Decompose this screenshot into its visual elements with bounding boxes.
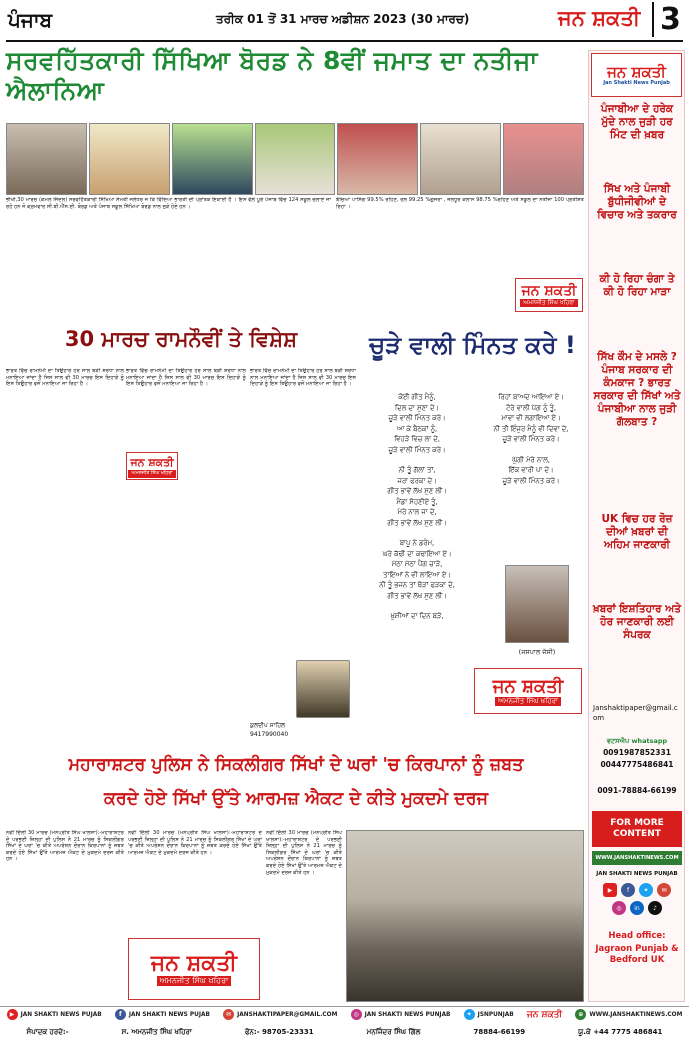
footer-uk	[578, 1028, 662, 1037]
poem-col1	[362, 392, 472, 742]
footer-contacts	[0, 1024, 689, 1040]
poem-headline-text: ਚੂੜੇ ਵਾਲੀ ਮਿੰਨਤ ਕਰੇ !	[369, 331, 576, 359]
tiktok-icon[interactable]: ♪	[648, 901, 662, 915]
social-icons	[595, 883, 679, 915]
footer-phone	[245, 1028, 314, 1037]
sidebar-item-4: ਸਿੱਖ ਕੌਮ ਦੇ ਮਸਲੇ ? ਪੰਜਾਬ ਸਰਕਾਰ ਦੀ ਕੰਮਕਾਜ ? ਭਾਰਤ ਸਰਕਾਰ ਦੀ ਸਿੱਖਾਂ ਅਤੇ ਪੰਜਾਬੀਆ ਨਾਲ ਜੁੜੀ ਗੱਲਬਾਤ ?	[593, 351, 681, 428]
web-icon: ⊕	[575, 1009, 586, 1020]
poem-line: ਘਰੇ ਕੱਢੀ ਦਾ ਕਢਾਇਆ ਏ।	[382, 549, 452, 558]
logo-box-3	[474, 668, 582, 714]
editor-label: ਸੰਪਾਦਕ ਹਰਦੇ:-	[26, 1027, 69, 1036]
logo-caption: ਅਮਨਜੀਤ ਸਿੰਘ ਖਹਿਰਾ	[128, 470, 175, 478]
header-rule	[6, 40, 683, 42]
date-line: ਤਰੀਕ 01 ਤੋਂ 31 ਮਾਰਚ ਅਡੀਸ਼ਨ 2023 (30 ਮਾਰਚ)	[216, 12, 470, 26]
poet-name: (ਜਸਪਾਲ ਜੱਸੀ)	[518, 648, 556, 656]
article2-headline	[6, 318, 356, 360]
facebook-icon[interactable]: f	[621, 883, 635, 897]
sidebar-brand-sub: Jan Shakti News Punjab	[603, 79, 670, 86]
student-photo-2	[89, 123, 170, 195]
poem-line: ਇੱਕ ਵਾਰੀ ਪਾ ਦੇ।	[508, 466, 554, 474]
sidebar-item-6: ਖ਼ਬਰਾਂ ਇਸ਼ਤਿਹਾਰ ਅਤੇ ਹੋਰ ਜਾਣਕਾਰੀ ਲਈ ਸੰਪਰਕ	[593, 603, 681, 641]
footer-link-label: JAN SHAKTI NEWS PUJAB	[128, 1011, 210, 1018]
page-header	[0, 0, 689, 44]
head-office-label: Head office:	[608, 931, 666, 941]
sidebar-brand: ਜਨ ਸ਼ਕਤੀ	[607, 62, 666, 81]
logo-brand-text: ਜਨ ਸ਼ਕਤੀ	[130, 455, 174, 469]
footer-brand	[527, 1010, 562, 1020]
poem-line: ਤਾਇਆਂ ਨੇ ਵੀ ਲਾਇਆ ਏ।	[383, 570, 451, 579]
linkedin-icon[interactable]: in	[630, 901, 644, 915]
sidebar-page-name: JAN SHAKTI NEWS PUNJAB	[596, 871, 678, 877]
more-content-text: FOR MORE CONTENT	[610, 818, 664, 839]
poem-line: ਚੂੜੇ ਵਾਲੀ ਮਿੰਨਤ ਕਰੇ।	[388, 414, 446, 422]
article2-body-col1: ਭਾਰਤ ਵਿੱਚ ਰਾਮਨੌਮੀ ਦਾ ਤਿਉਹਾਰ ਹਰ ਸਾਲ ਬੜੀ ਸ਼ਰਧਾ ਨਾਲ ਮਨਾਇਆ ਜਾਂਦਾ ਹੈ ਜਿਸ ਸਾਲ ਵੀ 30 ਮਾਰਚ ਇਸ ਦਿਹਾੜੇ ਨੂੰ ਇਸ ਤਿਉਹਾਰ ਵਜੋਂ ਮਨਾਇਆ ਜਾ ਰਿਹਾ ਹੈ ।	[6, 368, 124, 388]
article1-headline	[6, 46, 586, 105]
poem-line: ਨੀ ਤੀ ਇੰਜੁਰ ਮੈਨੂੰ ਵੀ ਦਿਵਾ ਦੇ,	[493, 424, 569, 433]
article2-headline-text: 30 ਮਾਰਚ ਰਾਮਨੌਵੀਂ ਤੇ ਵਿਸ਼ੇਸ਼	[64, 326, 298, 351]
sidebar-website[interactable]: WWW.JANSHAKTINEWS.COM	[592, 851, 682, 865]
article3-headline-line1: ਮਹਾਰਾਸ਼ਟਰ ਪੁਲਿਸ ਨੇ ਸਿਕਲੀਗਰ ਸਿੱਖਾਂ ਦੇ ਘਰਾਂ 'ਚ ਕਿਰਪਾਨਾਂ ਨੂੰ ਜ਼ਬਤ	[68, 755, 524, 775]
more-content-banner	[592, 811, 682, 847]
poem-line: ਮੇਰੇ ਨਾਲ ਜਾ ਦੇ,	[397, 508, 437, 516]
logo-brand-text: ਜਨ ਸ਼ਕਤੀ	[150, 951, 238, 976]
article3-headline-line2: ਕਰਦੇ ਹੋਏ ਸਿੱਖਾਂ ਉੱਤੇ ਆਰਮਜ਼ ਐਕਟ ਦੇ ਕੀਤੇ ਮੁਕਦਮੇ ਦਰਜ	[103, 789, 489, 809]
student-photo-1	[6, 123, 87, 195]
poem-line: ਚੂੜੇ ਵਾਲੀ ਮਿੰਨਤ ਕਰੇ।	[502, 435, 560, 443]
page-number: 3	[652, 2, 681, 37]
logo-caption: ਅਮਨਜੀਤ ਸਿੰਘ ਖਹਿਰਾ	[495, 697, 561, 706]
poem-line: ਚੂੜੇ ਵਾਲੀ ਮਿੰਨਤ ਕਰੇ।	[502, 476, 560, 485]
article3-body-col2: ਨਵੀਂ ਦਿੱਲੀ 30 ਮਾਰਚ (ਮਨਪ੍ਰੀਤ ਸਿੰਘ ਖਾਲਸਾ):-ਮਹਾਰਾਸ਼ਟਰ ਦੇ ਪਰਭਣੀ ਜ਼ਿਲ੍ਹਾ ਦੀ ਪੁਲਿਸ ਨੇ 21 ਮਾਰਚ ਨੂੰ ਸਿਕਲੀਗਰ ਸਿੱਖਾਂ ਦੇ ਘਰਾਂ 'ਚ ਕੀਤੇ ਅਪਰੇਸ਼ਨ ਦੌਰਾਨ ਕਿਰਪਾਨਾਂ ਨੂੰ ਜ਼ਬਤ ਕਰਦੇ ਹੋਏ ਸਿੱਖਾਂ ਉੱਤੇ ਆਰਮਜ਼ ਐਕਟ ਦੇ ਮੁਕਦਮੇ ਦਰਜ ਕੀਤੇ ਹਨ ।	[128, 830, 262, 856]
sidebar-whatsapp-label: ਵਟਸਐਪ whatsapp	[606, 737, 668, 745]
poem-line: ਕੋਈ ਗੀਤ ਮੈਨੂੰ,	[398, 393, 436, 401]
sidebar-item-3: ਕੀ ਹੋ ਰਿਹਾ ਚੰਗਾ ਤੇ ਕੀ ਹੋ ਰਿਹਾ ਮਾੜਾ	[599, 273, 675, 298]
stanza-4	[362, 611, 472, 622]
instagram-icon: ◎	[351, 1009, 362, 1020]
student-photo-6	[420, 123, 501, 195]
section-label: ਪੰਜਾਬ	[8, 8, 53, 32]
footer-link-label: JAN SHAKTI NEWS PUNJAB	[364, 1011, 451, 1018]
sidebar-landline: 0091-78884-66199	[597, 786, 677, 795]
sidebar-item-2: ਸਿੱਖ ਅਤੇ ਪੰਜਾਬੀ ਬੁੱਧੀਜੀਵੀਆਂ ਦੇ ਵਿਚਾਰ ਅਤੇ ਤਕਰਾਰ	[597, 183, 677, 221]
article3-headline	[6, 748, 586, 828]
poem-line: ਮੈਂਡਾ ਸੋਹਣੀਏ ਤੂੰ,	[396, 497, 438, 506]
uk-phone: +44 7775 486841	[593, 1027, 663, 1036]
poet-photo	[505, 565, 569, 643]
footer-link-label: JANSHAKTIPAPER@GMAIL.COM	[237, 1011, 338, 1018]
poem-line: ਆ ਕੇ ਬੈਠਕਾਂ ਨੂੰ,	[396, 424, 438, 433]
poem-line: ਗੀਤ ਭਾਵੇਂ ਲੱਖ ਸੁਣ ਲੀਂ।	[387, 591, 447, 600]
student-photos	[6, 123, 584, 195]
article1-body-left: ਭੀਖੀ,30 ਮਾਰਚ (ਕਮਲ ਜਿੰਦਲ) ਸਰਵਹਿੱਤਕਾਰੀ ਸਿੱਖਿਆ ਸੰਮਤੀ ਜਲੰਧਰ ਜੋ ਕਿ ਵਿੱਦਿਆ ਭਾਰਤੀ ਦੀ ਪ੍ਰਾਂਤਕ ਇਕਾਈ ਹੈ । ਇਸ ਵੱਲੋਂ ਪੂਰੇ ਪੰਜਾਬ ਵਿੱਚ 124 ਸਕੂਲ ਚਲਾਏ ਜਾ ਰਹੇ ਹਨ ਜੋ ਕ੍ਰਮਵਾਰ ਸੀ.ਬੀ.ਐੱਸ.ਈ. ਬੋਰਡ ਅਤੇ ਪੰਜਾਬ ਸਕੂਲ ਸਿੱਖਿਆ ਬੋਰਡ ਨਾਲ ਜੁੜੇ ਹੋਏ ਹਨ ।	[6, 197, 331, 210]
footer-email[interactable]	[223, 1009, 337, 1020]
logo-brand-text: ਜਨ ਸ਼ਕਤੀ	[492, 675, 564, 697]
poem-line: ਟੋਰੇ ਵਾਲੀ ਪੱਗ ਨੂੰ ਤੂੰ,	[505, 403, 557, 412]
email-icon: ✉	[223, 1009, 234, 1020]
poem-line: ਬਾਪੂ ਨੇ ਡਰੰਮ,	[399, 539, 435, 547]
footer-facebook[interactable]	[115, 1009, 210, 1020]
poem-line: ਮਾਵਾ ਵੀ ਲਗਾਇਆ ਏ।	[501, 414, 561, 422]
manager-phone: 78884-66199	[473, 1028, 526, 1036]
stanza-3	[362, 538, 472, 601]
poem-line: ਗੀਤ ਭਾਵੇਂ ਲੱਖ ਸੁਣ ਲੀਂ।	[387, 487, 447, 495]
poem-line: ਰਿਹਾਂ ਬਾਅਦ ਆਇਆ ਏ।	[498, 393, 564, 401]
article1-body-right: ਬੱਚਿਆਂ ਪਾਸਿੰਗ 99.5% ਰਹਿਣ, ਰੋਲ 99.25 %ਗੁਜਰਾ , ਜਲਧੂਰ ਕਲਾਸ 98.75 %ਰਹਿਣ ਅਤੇ ਸਕੂਲ ਦਾ ਨਤੀਜਾ 100 ਪ੍ਰਤੀਸ਼ਤ ਰਿਹਾ ।	[336, 197, 584, 210]
poem-line: ਮੱਠਾ ਮੱਠਾ ਪੈਂਗ ਚਾੜੇ,	[391, 560, 443, 568]
footer-link-label: JAN SHAKTI NEWS PUJAB	[20, 1011, 102, 1018]
article2-body-col3: ਭਾਰਤ ਵਿੱਚ ਰਾਮਨੌਮੀ ਦਾ ਤਿਉਹਾਰ ਹਰ ਸਾਲ ਬੜੀ ਸ਼ਰਧਾ ਨਾਲ ਮਨਾਇਆ ਜਾਂਦਾ ਹੈ ਜਿਸ ਸਾਲ ਵੀ 30 ਮਾਰਚ ਇਸ ਦਿਹਾੜੇ ਨੂੰ ਇਸ ਤਿਉਹਾਰ ਵਜੋਂ ਮਨਾਇਆ ਜਾ ਰਿਹਾ ਹੈ ।	[250, 368, 356, 388]
stanza-6	[476, 455, 586, 487]
email-icon[interactable]: ✉	[657, 883, 671, 897]
footer-links	[0, 1006, 689, 1022]
poem-line: ਜਰਾ ਫਰਕਾ ਦੇ।	[397, 476, 437, 485]
student-photo-5	[337, 123, 418, 195]
sidebar-phone-1: 0091987852331	[603, 748, 671, 757]
author-name: ਕੁਲਦੀਪ ਸਾਹਿਲ	[250, 722, 286, 729]
editor-name: ਸ. ਅਮਨਜੀਤ ਸਿੰਘ ਖਹਿਰਾ	[121, 1027, 192, 1036]
uk-label: ਯੂ.ਕੇ	[578, 1027, 591, 1036]
poem-col2	[476, 392, 586, 522]
stanza-1	[362, 392, 472, 455]
poem-line: ਚੂੜੇ ਵਾਲੀ ਮਿੰਨਤ ਕਰੇ।	[388, 445, 446, 454]
poem-line: ਨੀ ਤੂੰ ਗੱਲਾਂ ਤਾਂ,	[398, 466, 436, 474]
poem-line: ਦਿਲ ਦਾ ਸੁਣਾ ਦੇ।	[394, 403, 440, 412]
footer-youtube[interactable]	[7, 1009, 102, 1020]
author-photo	[296, 660, 350, 718]
student-photo-3	[172, 123, 253, 195]
footer-link-label: WWW.JANSHAKTINEWS.COM	[589, 1011, 683, 1018]
sidebar-phone-2: 00447775486841	[600, 760, 674, 769]
poem-headline	[360, 322, 585, 368]
article3-body-col1: ਨਵੀਂ ਦਿੱਲੀ 30 ਮਾਰਚ (ਮਨਪ੍ਰੀਤ ਸਿੰਘ ਖਾਲਸਾ):-ਮਹਾਰਾਸ਼ਟਰ ਦੇ ਪਰਭਣੀ ਜ਼ਿਲ੍ਹਾ ਦੀ ਪੁਲਿਸ ਨੇ 21 ਮਾਰਚ ਨੂੰ ਸਿਕਲੀਗਰ ਸਿੱਖਾਂ ਦੇ ਘਰਾਂ 'ਚ ਕੀਤੇ ਅਪਰੇਸ਼ਨ ਦੌਰਾਨ ਕਿਰਪਾਨਾਂ ਨੂੰ ਜ਼ਬਤ ਕਰਦੇ ਹੋਏ ਸਿੱਖਾਂ ਉੱਤੇ ਆਰਮਜ਼ ਐਕਟ ਦੇ ਮੁਕਦਮੇ ਦਰਜ ਕੀਤੇ ਹਨ ।	[6, 830, 124, 863]
sidebar-email[interactable]: Janshaktipaper@gmail.com	[593, 704, 678, 722]
footer-brand-label: ਜਨ ਸ਼ਕਤੀ	[526, 1009, 563, 1020]
sidebar	[588, 50, 685, 1002]
logo-caption: ਅਮਨਜੀਤ ਸਿੰਘ ਖਹਿਰਾ	[157, 976, 232, 986]
stanza-5	[476, 392, 586, 445]
logo-caption: ਅਮਨਜੀਤ ਸਿੰਘ ਖਹਿਰਾ	[520, 299, 578, 307]
sidebar-item-1: ਪੰਜਾਬੀਆ ਦੇ ਹਰੇਕ ਮੁੱਦੇ ਨਾਲ ਜੁੜੀ ਹਰ ਮਿੰਟ ਦੀ ਖ਼ਬਰ	[600, 103, 674, 141]
article1-headline-text: ਸਰਵਹਿੱਤਕਾਰੀ ਸਿੱਖਿਆ ਬੋਰਡ ਨੇ 8ਵੀਂ ਜਮਾਤ ਦਾ ਨਤੀਜਾ ਐਲਾਨਿਆ	[6, 46, 538, 105]
stanza-2	[362, 465, 472, 528]
footer-instagram[interactable]	[351, 1009, 451, 1020]
footer-link-label: JSNPUNJAB	[477, 1011, 514, 1018]
facebook-icon: f	[115, 1009, 126, 1020]
sidebar-logo	[591, 53, 682, 97]
poem-line: ਘੁੱਗੀ ਮੇਰੇ ਨਾਲ,	[512, 455, 550, 464]
student-photo-7	[503, 123, 584, 195]
twitter-icon: ✦	[464, 1009, 475, 1020]
footer-twitter[interactable]	[464, 1009, 514, 1020]
poem-line: ਗੀਤ ਭਾਵੇਂ ਲੱਖ ਸੁਣ ਲੀਂ।	[387, 518, 447, 527]
instagram-icon[interactable]: ◎	[612, 901, 626, 915]
article3-body-col3: ਨਵੀਂ ਦਿੱਲੀ 30 ਮਾਰਚ (ਮਨਪ੍ਰੀਤ ਸਿੰਘ ਖਾਲਸਾ):-ਮਹਾਰਾਸ਼ਟਰ ਦੇ ਪਰਭਣੀ ਜ਼ਿਲ੍ਹਾ ਦੀ ਪੁਲਿਸ ਨੇ 21 ਮਾਰਚ ਨੂੰ ਸਿਕਲੀਗਰ ਸਿੱਖਾਂ ਦੇ ਘਰਾਂ 'ਚ ਕੀਤੇ ਅਪਰੇਸ਼ਨ ਦੌਰਾਨ ਕਿਰਪਾਨਾਂ ਨੂੰ ਜ਼ਬਤ ਕਰਦੇ ਹੋਏ ਸਿੱਖਾਂ ਉੱਤੇ ਆਰਮਜ਼ ਐਕਟ ਦੇ ਮੁਕਦਮੇ ਦਰਜ ਕੀਤੇ ਹਨ ।	[266, 830, 342, 876]
footer-web[interactable]	[575, 1009, 682, 1020]
manager-name: ਮਨਜਿੰਦਰ ਸਿੰਘ ਗਿੱਲ	[366, 1027, 421, 1036]
article2-body-col2: ਭਾਰਤ ਵਿੱਚ ਰਾਮਨੌਮੀ ਦਾ ਤਿਉਹਾਰ ਹਰ ਸਾਲ ਬੜੀ ਸ਼ਰਧਾ ਨਾਲ ਮਨਾਇਆ ਜਾਂਦਾ ਹੈ ਜਿਸ ਸਾਲ ਵੀ 30 ਮਾਰਚ ਇਸ ਦਿਹਾੜੇ ਨੂੰ ਇਸ ਤਿਉਹਾਰ ਵਜੋਂ ਮਨਾਇਆ ਜਾ ਰਿਹਾ ਹੈ ।	[126, 368, 246, 388]
phone-value: 98705-23331	[262, 1027, 314, 1036]
logo-box-1	[515, 278, 583, 312]
sidebar-item-5: UK ਵਿਚ ਹਰ ਰੋਜ਼ ਦੀਆਂ ਖ਼ਬਰਾਂ ਦੀ ਅਹਿਮ ਜਾਣਕਾਰੀ	[601, 513, 673, 551]
student-photo-4	[255, 123, 336, 195]
police-photo	[346, 830, 584, 1002]
poem-line: ਨੀ ਤੂੰ ਭਜਨ ਤਾਂ ਥੋੜਾਂ ਫੜਕਾ ਦੇ,	[379, 581, 455, 589]
logo-box-4	[128, 938, 260, 1000]
phone-label: ਫੋਨ:-	[244, 1027, 260, 1036]
poem-line: ਖ਼ੁਸ਼ੀਆਂ ਦਾ ਦਿਨ ਬੜੇ,	[390, 612, 444, 620]
youtube-icon: ▶	[7, 1009, 18, 1020]
header-brand: ਜਨ ਸ਼ਕਤੀ	[558, 6, 641, 30]
logo-brand-text: ਜਨ ਸ਼ਕਤੀ	[521, 282, 577, 299]
youtube-icon[interactable]: ▶	[603, 883, 617, 897]
head-office: Jagraon Punjab & Bedford UK	[595, 944, 679, 965]
twitter-icon[interactable]: ✦	[639, 883, 653, 897]
author-phone: 9417990040	[250, 731, 289, 738]
poem-line: ਵਿਹੜੇ ਵਿਚ ਲਾ ਦੇ,	[394, 435, 440, 443]
